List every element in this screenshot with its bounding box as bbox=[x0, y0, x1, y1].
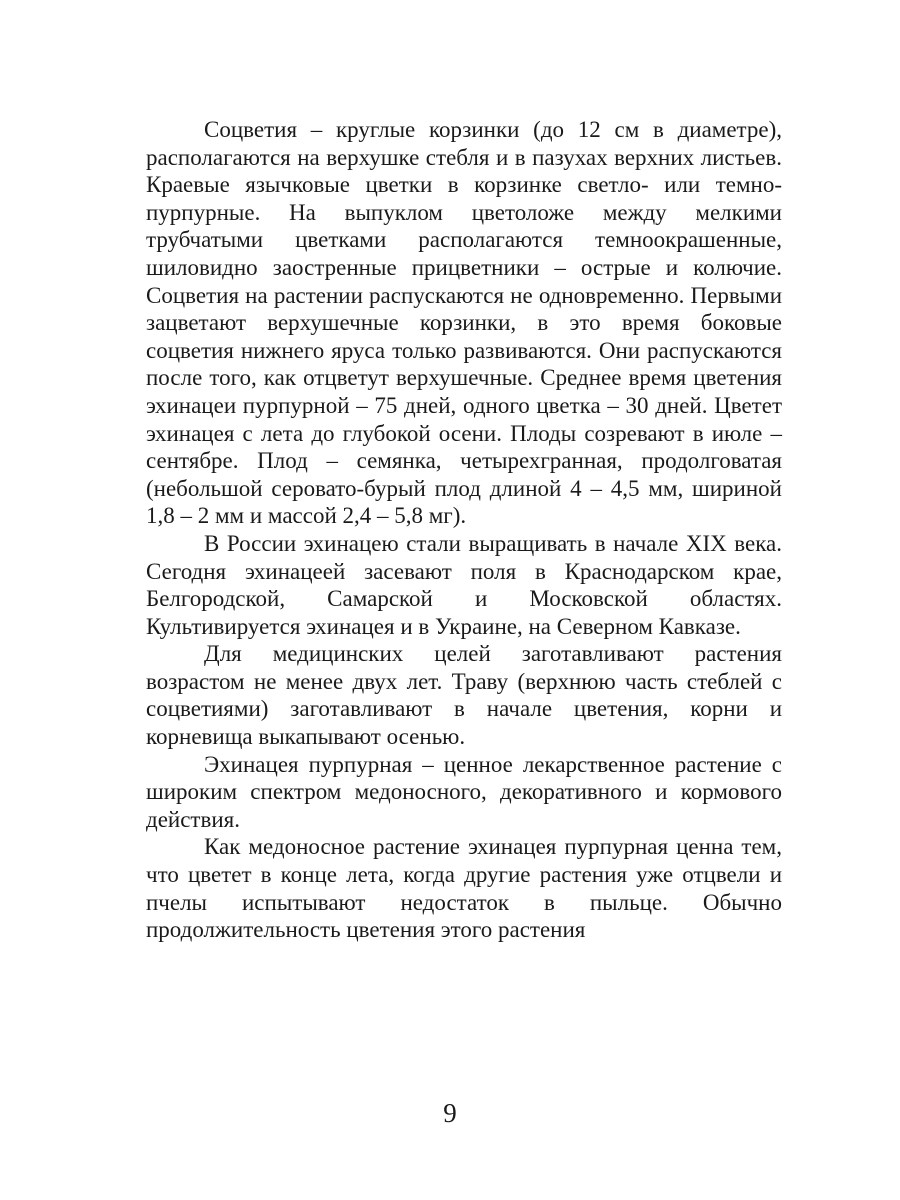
paragraph-honey-plant: Как медоносное растение эхинацея пурпурная ценна тем, что цветет в конце лета, когда другие растения уже отцвели и пчелы испытывают недостаток в пыльце. Обычно продолжительность цветения этого растения bbox=[146, 834, 782, 943]
paragraph-harvesting: Для медицинских целей заготавливают растения возрастом не менее двух лет. Траву (верхнюю часть стеблей с соцветиями) заготавливают в начале цветения, корни и корневища выкапывают осенью. bbox=[146, 641, 782, 750]
paragraph-inflorescence: Соцветия – круглые корзинки (до 12 см в диаметре), располагаются на верхушке стебля и в пазухах верхних листьев. Краевые язычковые цветки в корзинке светло- или темно-пурпурные. На выпуклом цветоложе между мелкими трубчатыми цветками располагаются темноокрашенные, шиловидно заостренные прицветники – острые и колючие. Соцветия на растении распускаются не одновременно. Первыми зацветают верхушечные корзинки, в это время боковые соцветия нижнего яруса только развиваются. Они распускаются после того, как отцветут верхушечные. Среднее время цветения эхинацеи пурпурной – 75 дней, одного цветка – 30 дней. Цветет эхинацея с лета до глубокой осени. Плоды созревают в июле – сентябре. Плод – семянка, четырехгранная, продолговатая (небольшой серовато-бурый плод длиной 4 – 4,5 мм, шириной 1,8 – 2 мм и массой 2,4 – 5,8 мг). bbox=[146, 117, 782, 529]
paragraph-russia-cultivation: В России эхинацею стали выращивать в начале XIX века. Сегодня эхинацеей засевают поля в Краснодарском крае, Белгородской, Самарской и Московской областях. Культивируется эхинацея и в Украине, на Северном Кавказе. bbox=[146, 530, 782, 639]
paragraph-value: Эхинацея пурпурная – ценное лекарственное растение с широким спектром медоносного, декоративного и кормового действия. bbox=[146, 751, 782, 832]
page-body bbox=[146, 116, 782, 944]
page-number: 9 bbox=[443, 1098, 457, 1128]
